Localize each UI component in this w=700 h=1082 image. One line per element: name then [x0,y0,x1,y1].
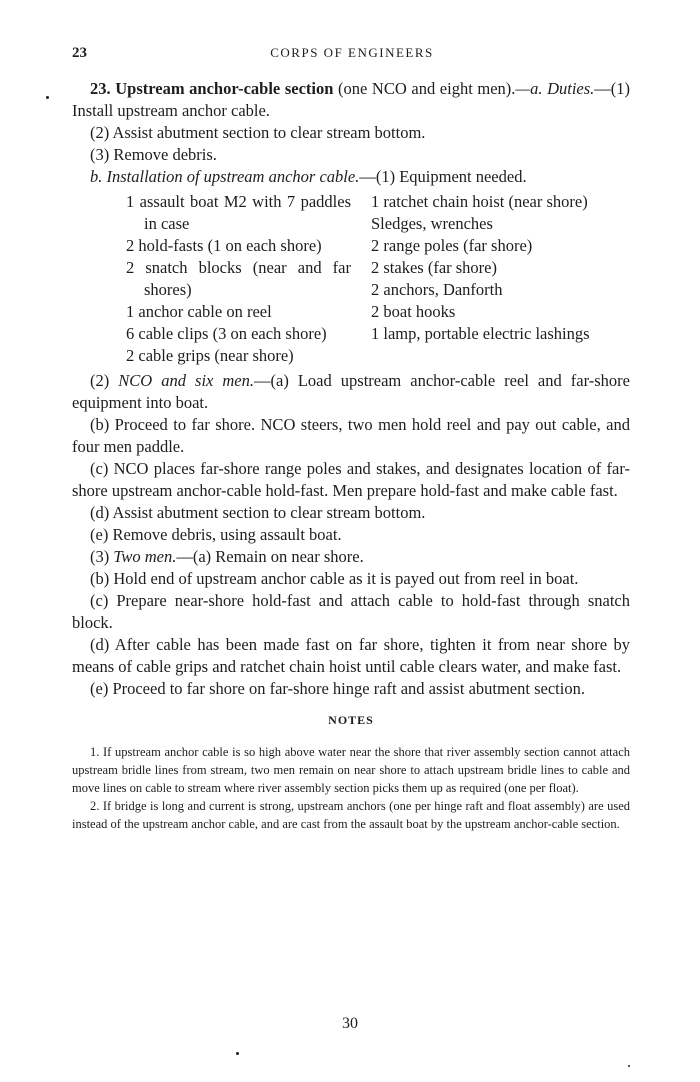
note-1: 1. If upstream anchor cable is so high above water near the shore that river assembly section cannot attach upstream bridle lines from stream, two men remain on near shore to attach upstream bridle lines to cable and move lines on cable to stream where river assembly section picks them up as required (one per float). [72,745,630,795]
print-speck [628,1065,630,1067]
equipment-item: 2 snatch blocks (near and far shores) [126,258,351,299]
section-heading-paragraph [72,78,630,122]
equipment-item: 1 lamp, portable electric lashings [371,324,590,343]
paragraph-3e: (e) Proceed to far shore on far-shore hinge raft and assist abutment section. [90,679,585,698]
equipment-item: 2 range poles (far shore) [371,236,533,255]
p2-text: —(a) Load upstream anchor-cable reel and far-shore equipment into boat. [72,371,631,412]
equipment-item: 1 assault boat M2 with 7 paddles in case [126,192,351,233]
equipment-item: 2 stakes (far shore) [371,258,497,277]
equipment-item: 1 anchor cable on reel [126,302,272,321]
installation-text: —(1) Equipment needed. [359,167,527,186]
notes-title: NOTES [328,713,374,727]
installation-label: Installation of upstream anchor cable. [106,167,360,186]
equipment-column-right [351,191,630,367]
print-speck [236,1052,239,1055]
duty-3: (3) Remove debris. [90,145,217,164]
print-speck [46,96,49,99]
p3-label: Two men. [113,547,177,566]
equipment-item: 2 anchors, Danforth [371,280,503,299]
paragraph-2b: (b) Proceed to far shore. NCO steers, two men hold reel and pay out cable, and four men paddle. [72,415,630,456]
p3-number: (3) [90,547,114,566]
p2-label: NCO and six men. [118,371,254,390]
section-title: Upstream anchor-cable section [115,79,334,98]
equipment-item: 1 ratchet chain hoist (near shore) [371,192,588,211]
paragraph-2e: (e) Remove debris, using assault boat. [90,525,342,544]
paragraph-3c: (c) Prepare near-shore hold-fast and attach cable to hold-fast through snatch block. [72,591,630,632]
note-2: 2. If bridge is long and current is strong, upstream anchors (one per hinge raft and float assembly) are used instead of the upstream anchor cable, and are cast from the assault boat by the upstream anchor-cable section. [72,799,630,831]
equipment-item: 2 boat hooks [371,302,456,321]
p3-text: —(a) Remain on near shore. [176,547,364,566]
paragraph-2c: (c) NCO places far-shore range poles and stakes, and designates location of far-shore upstream anchor-cable hold-fast. Men prepare hold-fast and make cable fast. [72,459,630,500]
equipment-list [72,191,630,367]
equipment-item: 2 hold-fasts (1 on each shore) [126,236,322,255]
duties-label: —a. Duties. [515,79,595,98]
running-header [72,45,632,65]
paragraph-3d: (d) After cable has been made fast on far shore, tighten it from near shore by means of cable grips and ratchet chain hoist until cable clears water, and make fast. [72,635,630,676]
equipment-item: 2 cable grips (near shore) [126,346,294,365]
equipment-item: 6 cable clips (3 on each shore) [126,324,327,343]
page-folio: 30 [342,1015,358,1032]
section-crew: (one NCO and eight men). [338,79,516,98]
installation-prefix: b. [90,167,107,186]
header-page-number: 23 [72,45,87,61]
paragraph-2d: (d) Assist abutment section to clear stream bottom. [90,503,426,522]
duty-2: (2) Assist abutment section to clear stream bottom. [90,123,426,142]
installation-heading [72,166,630,188]
equipment-item: Sledges, wrenches [371,214,493,233]
equipment-column-left [72,191,351,367]
section-number: 23. [90,79,111,98]
running-title: CORPS OF ENGINEERS [270,45,434,60]
duty-1: —(1) Install upstream anchor cable. [72,79,631,120]
paragraph-2a [72,370,630,414]
paragraph-3b: (b) Hold end of upstream anchor cable as it is payed out from reel in boat. [90,569,579,588]
paragraph-3a [72,546,630,568]
page-body [72,78,630,833]
p2-number: (2) [90,371,119,390]
